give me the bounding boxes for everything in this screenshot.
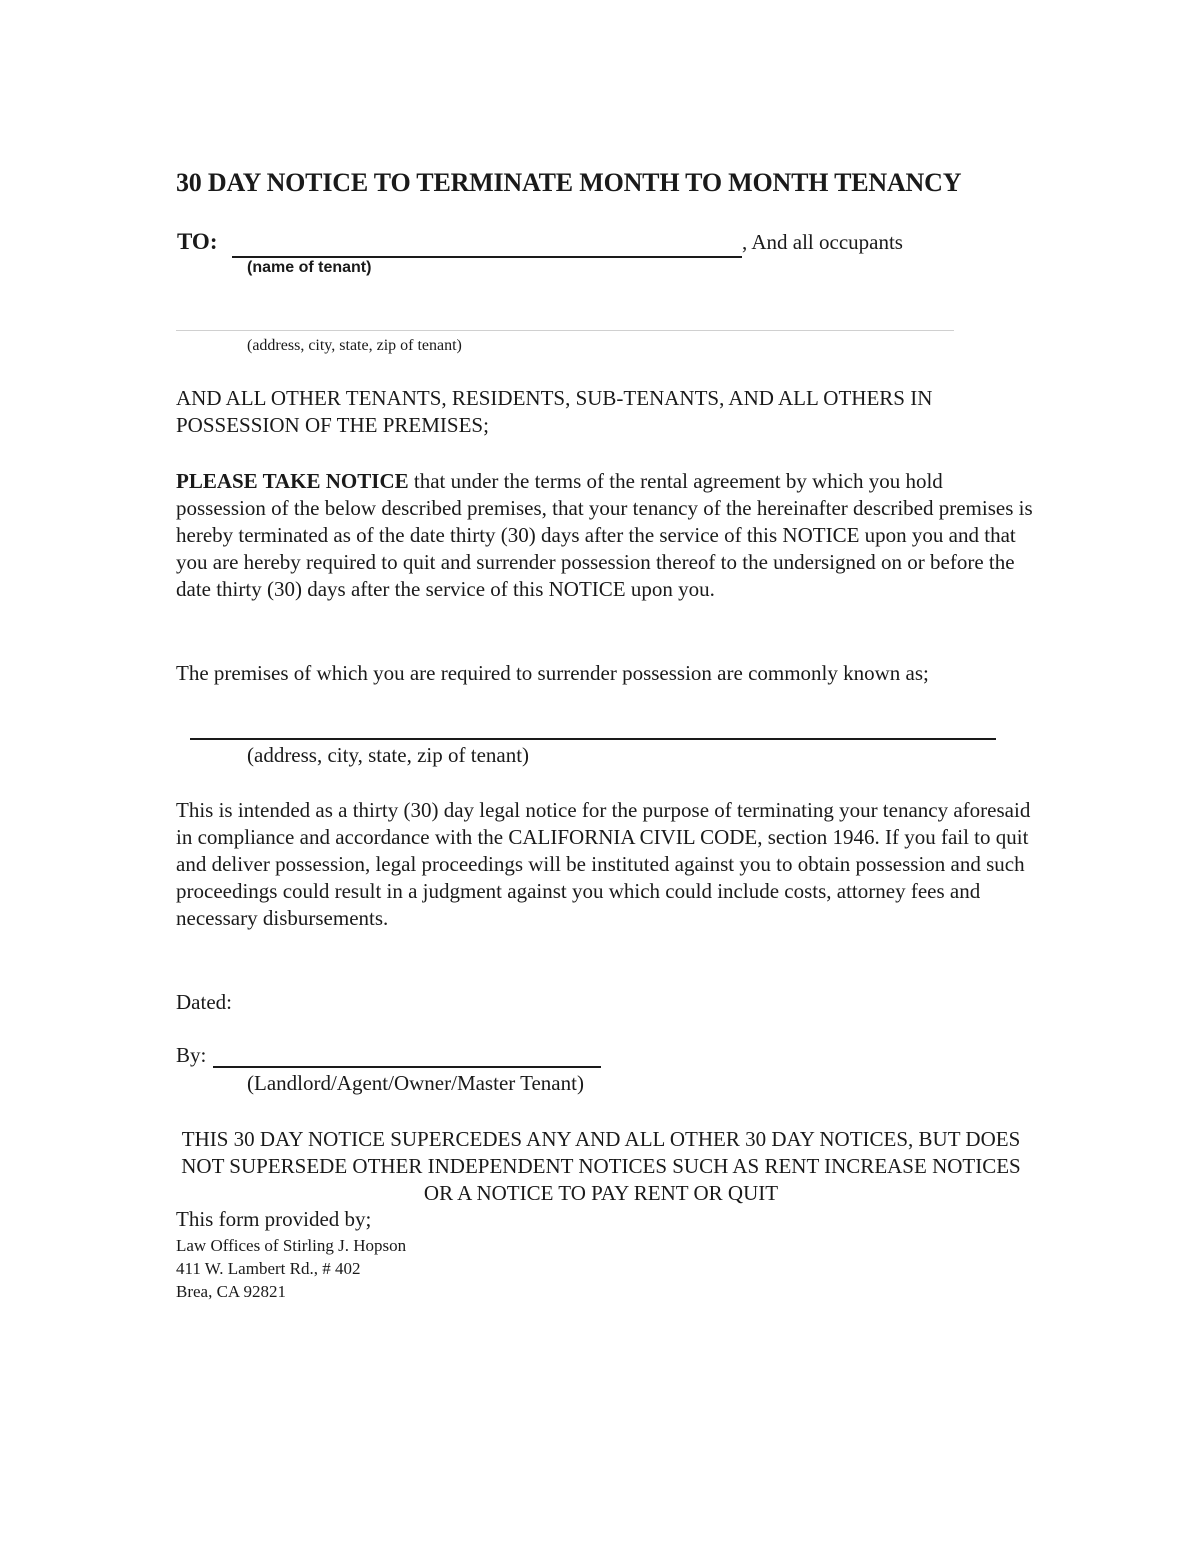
provided-by-label: This form provided by; (176, 1207, 372, 1231)
premises-address-line (190, 738, 996, 740)
office-street: 411 W. Lambert Rd., # 402 (176, 1259, 361, 1278)
to-suffix-text: , And all occupants (742, 230, 903, 254)
supersede-notice: THIS 30 DAY NOTICE SUPERCEDES ANY AND ALL OTHER 30 DAY NOTICES, BUT DOES NOT SUPERSEDE OTHER INDEPENDENT NOTICES SUCH AS RENT INCREASE NOTICES OR A NOTICE TO PAY RENT OR QUIT (181, 1127, 1021, 1205)
by-label: By: (176, 1043, 207, 1067)
all-others-paragraph: AND ALL OTHER TENANTS, RESIDENTS, SUB-TENANTS, AND ALL OTHERS IN POSSESSION OF THE PREMISES; (176, 386, 933, 437)
signature-line (213, 1066, 601, 1068)
legal-notice-paragraph: This is intended as a thirty (30) day legal notice for the purpose of terminating your tenancy aforesaid in compliance and accordance with the CALIFORNIA CIVIL CODE, section 1946. If you fail to quit and deliver possession, legal proceedings will be instituted against you to obtain possession and such proceedings could result in a judgment against you which could include costs, attorney fees and necessary disbursements. (176, 798, 1031, 930)
document-title: 30 DAY NOTICE TO TERMINATE MONTH TO MONTH TENANCY (176, 168, 962, 197)
dated-label: Dated: (176, 990, 232, 1014)
tenant-address-line (176, 330, 954, 331)
notice-body: that under the terms of the rental agreement by which you hold possession of the below described premises, that your tenancy of the hereinafter described premises is hereby terminated as of the date thirty (30) days after the service of this NOTICE upon you and that you are hereby required to quit and surrender possession thereof to the undersigned on or before the date thirty (30) days after the service of this NOTICE upon you. (176, 469, 1033, 601)
premises-address-caption: (address, city, state, zip of tenant) (247, 743, 530, 767)
tenant-name-caption: (name of tenant) (247, 259, 372, 276)
to-label: TO: (177, 229, 218, 254)
tenant-name-line (232, 256, 742, 258)
tenant-address-caption: (address, city, state, zip of tenant) (247, 337, 462, 354)
notice-lead: PLEASE TAKE NOTICE (176, 469, 409, 493)
office-name: Law Offices of Stirling J. Hopson (176, 1236, 407, 1255)
notice-paragraph (176, 468, 1036, 603)
signature-caption: (Landlord/Agent/Owner/Master Tenant) (247, 1071, 584, 1095)
office-city: Brea, CA 92821 (176, 1282, 287, 1301)
premises-paragraph: The premises of which you are required to surrender possession are commonly known as; (176, 661, 929, 685)
